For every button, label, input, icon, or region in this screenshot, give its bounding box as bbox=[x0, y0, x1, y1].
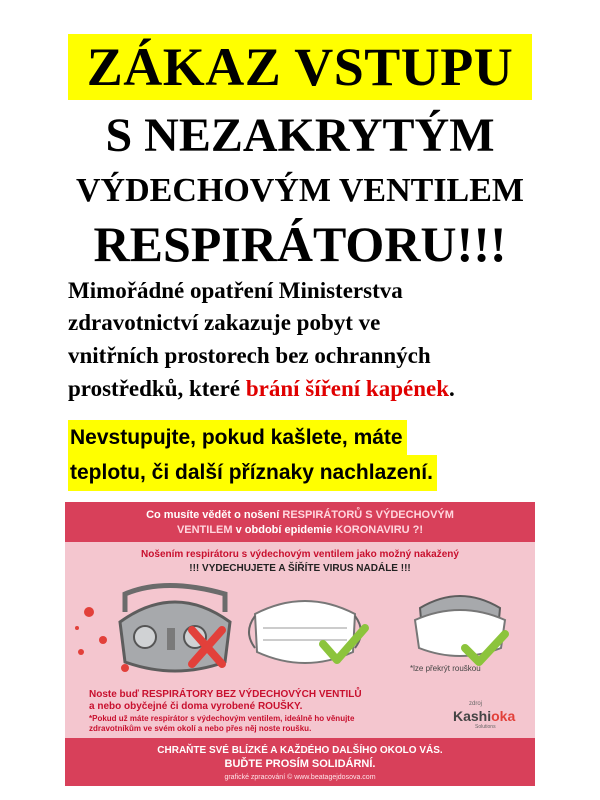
sub-warning: !!! VYDECHUJETE A ŠÍŘÍTE VIRUS NADÁLE !!! bbox=[189, 563, 411, 574]
header-accent: VENTILEM bbox=[176, 524, 233, 536]
paragraph-line-2: zdravotnictví zakazuje pobyt ve bbox=[68, 310, 381, 335]
infographic-note-line-2: zdravotníkům ve svém okolí a nebo přes něj noste roušku. bbox=[89, 724, 312, 733]
body-text: Noste buď bbox=[89, 689, 142, 700]
body-emphasis: RESPIRÁTORY BEZ VÝDECHOVÝCH VENTILŮ bbox=[141, 689, 362, 700]
header-accent: RESPIRÁTORŮ S VÝDECHOVÝM bbox=[282, 509, 454, 521]
warning-line-1: Nevstupujte, pokud kašlete, máte bbox=[68, 420, 407, 456]
infographic-header-line-1 bbox=[65, 508, 535, 522]
paragraph-line-4-red: brání šíření kapének bbox=[245, 376, 450, 401]
infographic-footer bbox=[65, 738, 535, 786]
paragraph-line-4 bbox=[68, 374, 455, 404]
logo-subtitle: Solutions bbox=[475, 724, 496, 730]
header-accent: KORONAVIRU ?! bbox=[335, 524, 424, 536]
footer-credit: grafické zpracování © www.beatagejdosova.com bbox=[224, 774, 376, 781]
infographic-header bbox=[65, 502, 535, 542]
footer-line-1: CHRAŇTE SVÉ BLÍZKÉ A KAŽDÉHO DALŠÍHO OKOLO VÁS. bbox=[157, 745, 443, 756]
header-text: v období epidemie bbox=[232, 524, 336, 536]
logo-text-a: Kashi bbox=[453, 708, 492, 724]
infographic-body-line-1 bbox=[89, 689, 362, 701]
infographic-sub-line-1: Nošením respirátoru s výdechovým ventilem jako možný nakažený bbox=[141, 549, 459, 560]
logo-text-b: oka bbox=[491, 708, 516, 724]
paragraph-line-4-end: . bbox=[449, 376, 455, 401]
footer-line-2: BUĎTE PROSÍM SOLIDÁRNÍ. bbox=[224, 758, 376, 770]
infographic bbox=[65, 502, 535, 786]
paragraph-line-3: vnitřních prostorech bez ochranných bbox=[68, 343, 431, 368]
infographic-body-line-2: a nebo obyčejné či doma vyrobené ROUŠKY. bbox=[89, 701, 303, 712]
mask-note: *lze překrýt rouškou bbox=[410, 664, 481, 673]
header-text: Co musíte vědět o nošení bbox=[146, 509, 283, 521]
title-line-2: S NEZAKRYTÝM bbox=[105, 109, 495, 162]
logo-caption: zdroj bbox=[469, 701, 483, 707]
title-line-3: VÝDECHOVÝM VENTILEM bbox=[75, 172, 524, 209]
paragraph-line-1: Mimořádné opatření Ministerstva bbox=[68, 278, 403, 303]
paragraph-line-4-start: prostředků, které bbox=[68, 376, 246, 401]
infographic-sub-line-2 bbox=[65, 562, 535, 575]
infographic-note-line-1: *Pokud už máte respirátor s výdechovým ventilem, ideálně ho věnujte bbox=[89, 714, 355, 723]
kashioka-logo bbox=[453, 708, 515, 724]
warning-line-2: teplotu, či další příznaky nachlazení. bbox=[68, 455, 437, 491]
title-line-4: RESPIRÁTORU!!! bbox=[93, 216, 507, 272]
infographic-header-line-2 bbox=[65, 523, 535, 537]
title-line-1: ZÁKAZ VSTUPU bbox=[68, 34, 532, 100]
